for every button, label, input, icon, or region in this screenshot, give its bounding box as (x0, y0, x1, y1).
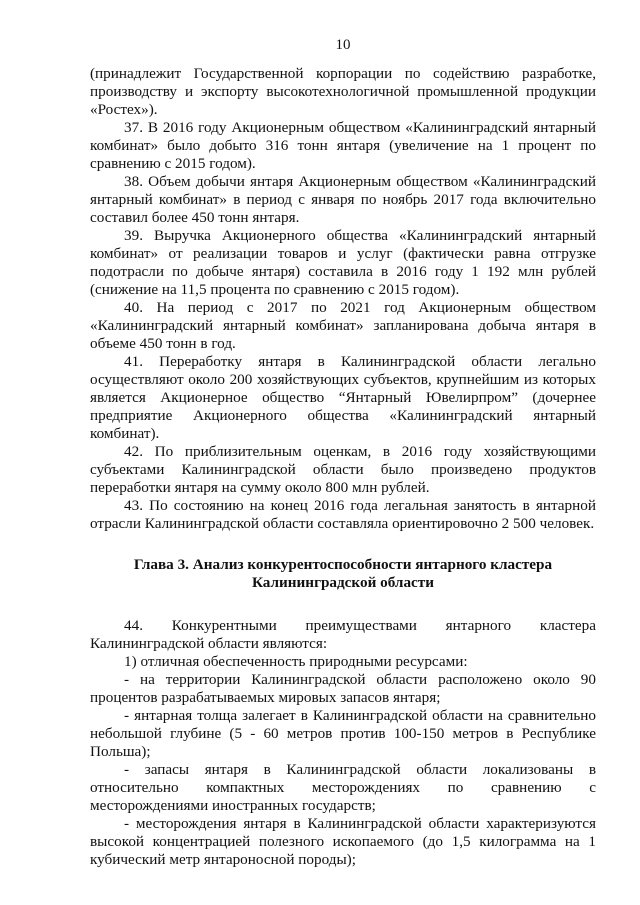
bullet-item-2: - янтарная толща залегает в Калининградской области на сравнительно небольшой глубине (5 - 60 метров против 100-150 метров в Республике Польша); (90, 707, 596, 760)
paragraph-39: 39. Выручка Акционерного общества «Калининградский янтарный комбинат» от реализации товаров и услуг (фактически равна отгрузке подотрасли по добыче янтаря) составила в 2016 году 1 192 млн рублей (снижение на 11,5 процента по сравнению с 2015 годом). (90, 227, 596, 298)
paragraph-44-item-1: 1) отличная обеспеченность природными ресурсами: (124, 653, 468, 670)
bullet-item-1: - на территории Калининградской области расположено около 90 процентов разрабатываемых мировых запасов янтаря; (90, 671, 596, 706)
document-body (90, 65, 596, 869)
paragraph-continuation: (принадлежит Государственной корпорации по содействию разработке, производству и экспорту высокотехнологичной промышленной продукции «Ростех»). (90, 65, 596, 118)
chapter-heading-line-1: Глава 3. Анализ конкурентоспособности янтарного кластера (133, 556, 553, 573)
paragraph-40: 40. На период с 2017 по 2021 год Акционерным обществом «Калининградский янтарный комбинат» запланирована добыча янтаря в объеме 450 тонн в год. (90, 299, 596, 352)
paragraph-43: 43. По состоянию на конец 2016 года легальная занятость в янтарной отрасли Калининградской области составляла ориентировочно 2 500 человек. (90, 497, 596, 532)
chapter-heading (90, 556, 596, 592)
paragraph-38: 38. Объем добычи янтаря Акционерным обществом «Калининградский янтарный комбинат» в период с января по ноябрь 2017 года включительно составил более 450 тонн янтаря. (90, 173, 596, 226)
page-number: 10 (335, 37, 351, 53)
paragraph-37: 37. В 2016 году Акционерным обществом «Калининградский янтарный комбинат» было добыто 316 тонн янтаря (увеличение на 1 процент по сравнению с 2015 годом). (90, 119, 596, 172)
bullet-item-3: - запасы янтаря в Калининградской области локализованы в относительно компактных месторождениях по сравнению с месторождениями иностранных государств; (90, 761, 596, 814)
bullet-item-4: - месторождения янтаря в Калининградской области характеризуются высокой концентрацией полезного ископаемого (до 1,5 килограмма на 1 кубический метр янтароносной породы); (90, 815, 596, 868)
paragraph-42: 42. По приблизительным оценкам, в 2016 году хозяйствующими субъектами Калининградской области было произведено продуктов переработки янтаря на сумму около 800 млн рублей. (90, 443, 596, 496)
chapter-heading-line-2: Калининградской области (252, 574, 434, 591)
paragraph-44: 44. Конкурентными преимуществами янтарного кластера Калининградской области являются: (90, 617, 596, 652)
paragraph-41: 41. Переработку янтаря в Калининградской области легально осуществляют около 200 хозяйствующих субъектов, крупнейшим из которых является Акционерное общество “Янтарный Ювелирпром” (дочернее предприятие Акционерного общества «Калининградский янтарный комбинат). (90, 353, 596, 442)
